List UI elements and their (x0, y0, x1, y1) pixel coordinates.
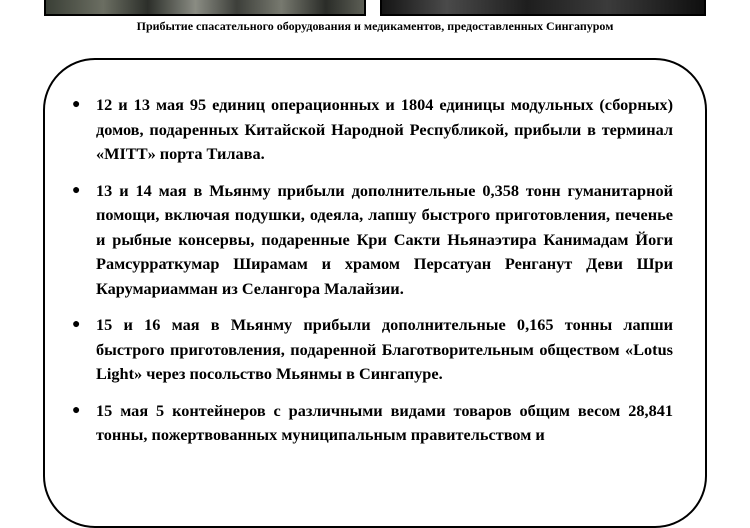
list-item-text: 15 мая 5 контейнеров с различными видами товаров общим весом 28,841 тонны, пожертвованных муниципальным правительством и (96, 400, 673, 444)
list-item-text: 15 и 16 мая в Мьянму прибыли дополнительные 0,165 тонны лапши быстрого приготовления, подаренной Благотворительным обществом «Lotus Light» через посольство Мьянмы в Сингапуре. (96, 315, 673, 383)
bullet-icon: ● (72, 317, 81, 332)
list-item-text: 12 и 13 мая 95 единиц операционных и 1804 единицы модульных (сборных) домов, подаренных Китайской Народной Республикой, прибыли в терминал «MITT» порта Тилава. (96, 95, 673, 163)
bullet-icon: ● (72, 97, 81, 112)
bullet-icon: ● (72, 182, 81, 198)
bullet-list (72, 93, 673, 460)
list-item-text: 13 и 14 мая в Мьянму прибыли дополнительные 0,358 тонн гуманитарной помощи, включая подушки, одеяла, лапшу быстрого приготовления, печенье и рыбные консервы, подаренные Кри Сакти Ньянаэтира Канимадам Йоги Рамсурраткумар Ширамам и храмом Персатуан Ренганут Деви Шри Карумариамман из Селангора Малайзии. (96, 180, 673, 298)
list-item (72, 179, 673, 302)
photo-left (44, 0, 366, 16)
photo-right (380, 0, 706, 16)
list-item (72, 399, 673, 448)
list-item (72, 93, 673, 167)
list-item (72, 313, 673, 387)
bullet-icon: ● (72, 402, 81, 418)
photo-caption: Прибытие спасательного оборудования и медикаментов, предоставленных Сингапуром (136, 19, 614, 33)
